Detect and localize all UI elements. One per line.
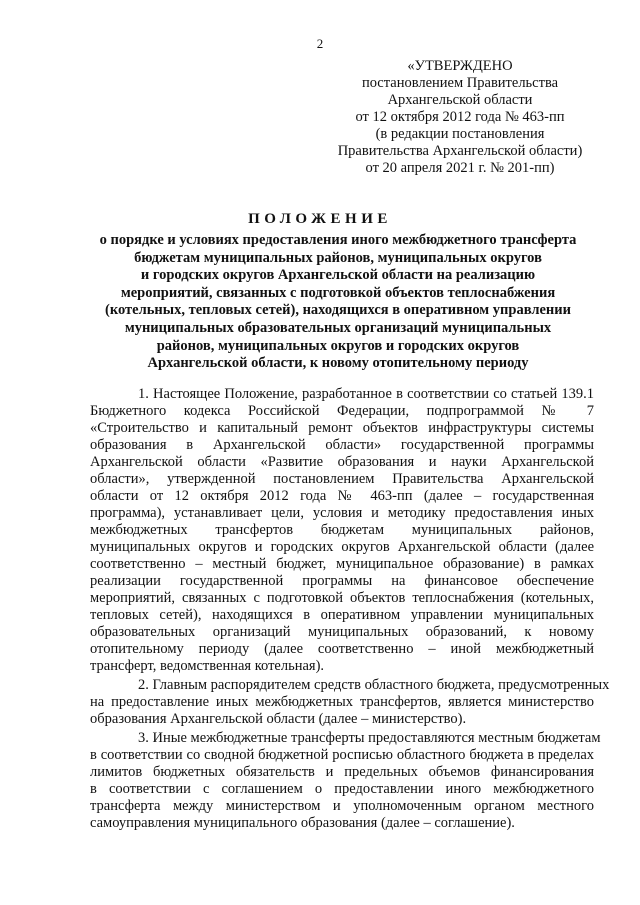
- paragraph-line: образования в Архангельской области» государственной программы: [90, 437, 594, 453]
- paragraph-line: мероприятий, связанных с подготовкой объектов теплоснабжения (котельных,: [90, 590, 594, 606]
- paragraph-line: тепловых сетей), находящихся в оперативном управлении муниципальных: [90, 607, 594, 623]
- paragraph-line: отопительному периоду (далее соответственно – иной межбюджетный: [90, 641, 594, 657]
- document-subtitle: [84, 232, 592, 373]
- approval-line: от 12 октября 2012 года № 463-пп: [355, 109, 565, 125]
- paragraph-1: [90, 386, 594, 675]
- subtitle-line: о порядке и условиях предоставления иного межбюджетного трансферта: [99, 232, 577, 248]
- paragraph-line: трансферта между министерством и уполномоченным органом местного: [90, 798, 594, 814]
- subtitle-line: мероприятий, связанных с подготовкой объектов теплоснабжения: [120, 284, 556, 301]
- subtitle-line: Архангельской области, к новому отопительному периоду: [147, 355, 529, 372]
- paragraph-line: на предоставление иных межбюджетных трансфертов, является министерство: [90, 694, 594, 710]
- paragraph-2: [90, 677, 610, 728]
- paragraph-line: образовательных организаций муниципальных образований, к новому: [90, 624, 594, 640]
- paragraph-line: самоуправления муниципального образования (далее – соглашение).: [90, 815, 515, 831]
- paragraph-line: муниципальных округов и городских округов Архангельской области (далее: [90, 539, 594, 555]
- paragraph-line: «Строительство и капитальный ремонт объектов инфраструктуры системы: [90, 420, 594, 436]
- subtitle-line: муниципальных образовательных организаций муниципальных: [124, 319, 552, 336]
- approval-line: Правительства Архангельской области): [337, 143, 583, 159]
- paragraph-line: области», утвержденной постановлением Правительства Архангельской: [90, 471, 594, 487]
- paragraph-line: реализации государственной программы на финансовое обеспечение: [90, 573, 594, 589]
- page-number: 2: [316, 36, 324, 51]
- paragraph-line: 2. Главным распорядителем средств областного бюджета, предусмотренных: [138, 677, 610, 693]
- subtitle-line: (котельных, тепловых сетей), находящихся в оперативном управлении: [104, 302, 571, 319]
- paragraph-line: образования Архангельской области (далее – министерство).: [90, 711, 467, 727]
- subtitle-line: бюджетам муниципальных районов, муниципальных округов: [134, 249, 542, 266]
- paragraph-line: в соответствии с соглашением о предоставлении иного межбюджетного: [90, 781, 594, 797]
- paragraph-line: межбюджетных трансфертов бюджетам муниципальных районов,: [90, 522, 594, 538]
- paragraph-line: трансферт, ведомственная котельная).: [90, 658, 325, 674]
- approval-line: (в редакции постановления: [375, 126, 545, 142]
- approval-line: «УТВЕРЖДЕНО: [407, 58, 513, 74]
- paragraph-line: лимитов бюджетных обязательств и предельных объемов финансирования: [90, 764, 594, 780]
- approval-line: постановлением Правительства: [361, 75, 559, 91]
- document-body: [90, 386, 610, 834]
- paragraph-line: Архангельской области «Развитие образования и науки Архангельской: [90, 454, 594, 470]
- paragraph-3: [90, 730, 601, 832]
- paragraph-line: 3. Иные межбюджетные трансферты предоставляются местным бюджетам: [138, 730, 601, 746]
- paragraph-line: в соответствии со сводной бюджетной росписью областного бюджета в пределах: [90, 747, 594, 763]
- paragraph-line: соответственно – местный бюджет, муниципальное образование) в рамках: [90, 556, 594, 572]
- paragraph-line: области от 12 октября 2012 года № 463-пп (далее – государственная: [90, 488, 594, 504]
- approval-block: [328, 58, 592, 177]
- approval-line: Архангельской области: [387, 92, 533, 108]
- document-title: ПОЛОЖЕНИЕ: [248, 211, 392, 227]
- paragraph-line: 1. Настоящее Положение, разработанное в соответствии со статьей 139.1: [138, 386, 594, 402]
- subtitle-line: и городских округов Архангельской области на реализацию: [140, 267, 536, 284]
- paragraph-line: программа), устанавливает цели, условия и методику предоставления иных: [90, 505, 594, 521]
- paragraph-line: Бюджетного кодекса Российской Федерации, подпрограммой № 7: [90, 403, 594, 419]
- subtitle-line: районов, муниципальных округов и городских округов: [156, 337, 520, 354]
- approval-line: от 20 апреля 2021 г. № 201-пп): [365, 160, 555, 176]
